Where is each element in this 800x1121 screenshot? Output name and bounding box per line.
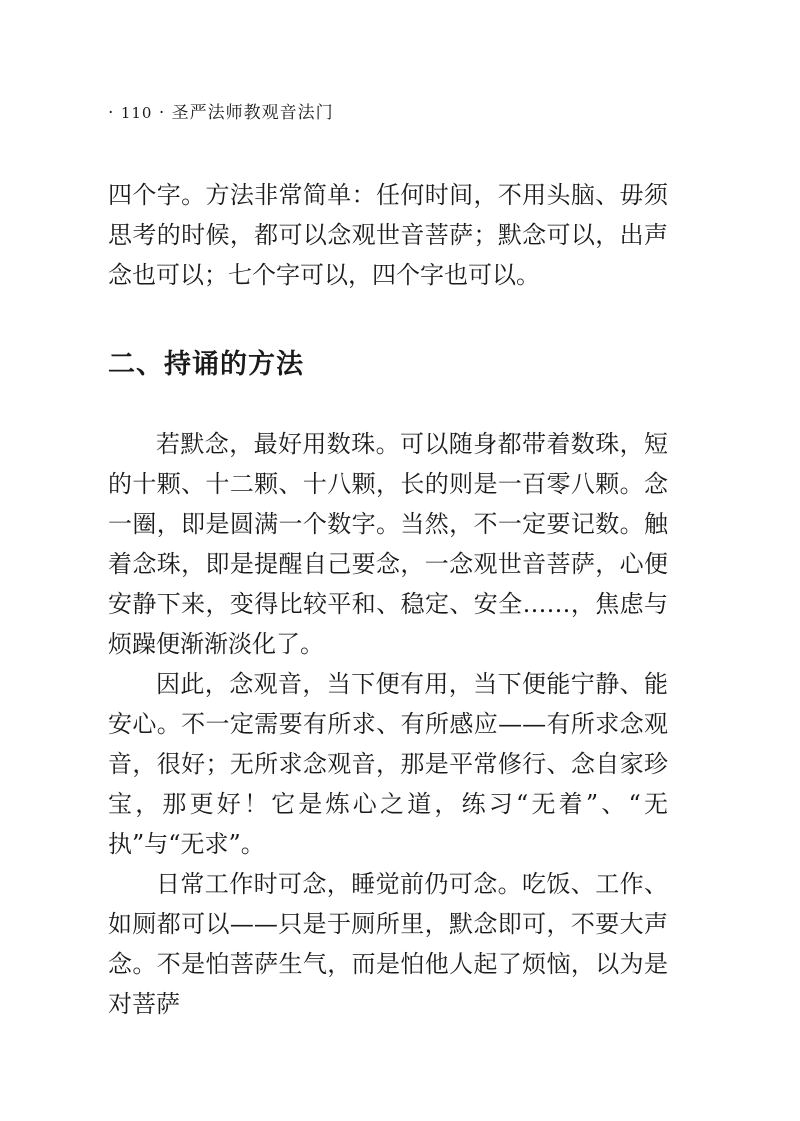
section-heading: 二、持诵的方法 bbox=[108, 349, 304, 380]
header-dot-left: · bbox=[108, 103, 115, 123]
paragraph: 四个字。方法非常简单：任何时间，不用头脑、毋须思考的时候，都可以念观世音菩萨；默念可以，出声念也可以；七个字可以，四个字也可以。 bbox=[108, 181, 668, 289]
book-title: 圣严法师教观音法门 bbox=[171, 103, 334, 123]
header-dot-right: · bbox=[158, 103, 166, 123]
paragraph: 日常工作时可念，睡觉前仍可念。吃饭、工作、如厕都可以——只是于厕所里，默念即可，不要大声念。不是怕菩萨生气，而是怕他人起了烦恼，以为是对菩萨 bbox=[108, 870, 668, 1018]
paragraph: 若默念，最好用数珠。可以随身都带着数珠，短的十颗、十二颗、十八颗，长的则是一百零八颗。念一圈，即是圆满一个数字。当然，不一定要记数。触着念珠，即是提醒自己要念，一念观世音菩萨，心便安静下来，变得比较平和、稳定、安全……，焦虑与烦躁便渐渐淡化了。 bbox=[108, 430, 668, 658]
paragraph: 因此，念观音，当下便有用，当下便能宁静、能安心。不一定需要有所求、有所感应——有所求念观音，很好；无所求念观音，那是平常修行、念自家珍宝，那更好！它是炼心之道，练习“无着”、“无执”与“无求”。 bbox=[108, 670, 668, 858]
running-header bbox=[108, 98, 334, 123]
page-number: 110 bbox=[120, 104, 153, 122]
section-body bbox=[108, 424, 668, 1024]
continued-paragraph-block bbox=[108, 175, 668, 295]
